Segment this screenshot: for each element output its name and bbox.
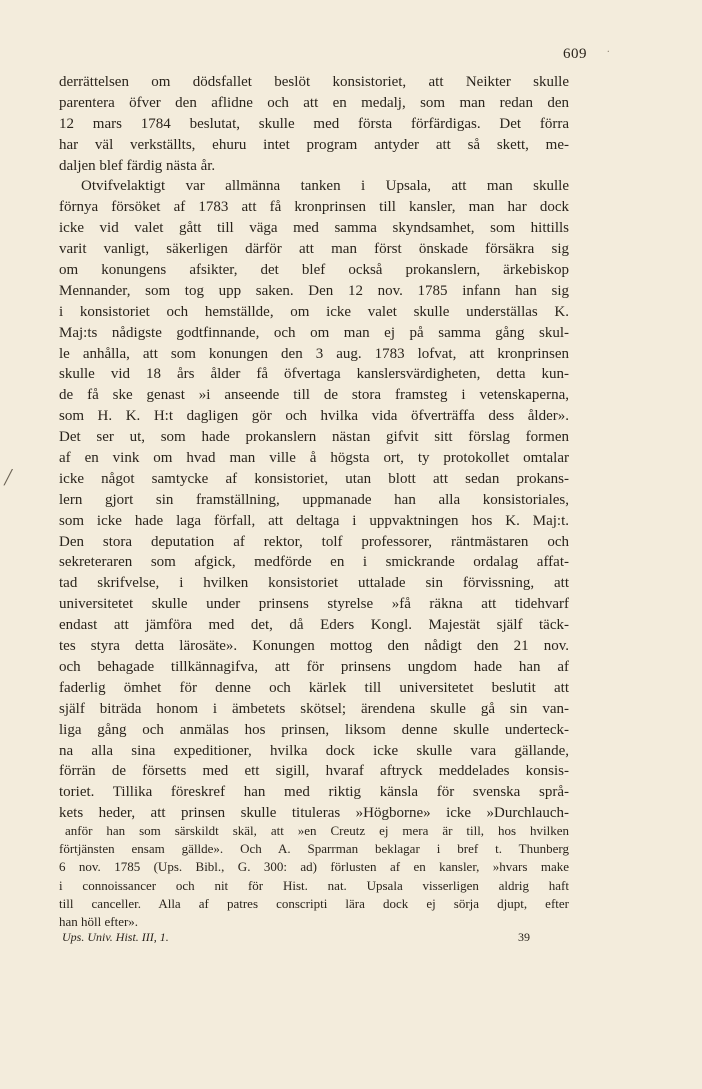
- page-number: 609: [563, 46, 587, 62]
- footnote-line: 6 nov. 1785 (Ups. Bibl., G. 300: ad) förlusten af en kansler, »hvars make: [59, 859, 569, 875]
- text-line: Otvifvelaktigt var allmänna tanken i Upsala, att man skulle: [81, 178, 569, 195]
- signature-line: [62, 930, 530, 945]
- text-line: icke något samtycke af konsistoriet, utan blott att sedan prokans-: [59, 470, 569, 487]
- text-line: parentera öfver den aflidne och att en medalj, som man redan den: [59, 94, 569, 111]
- footnote-line: i connoissancer och nit för Hist. nat. Upsala visserligen aldrig haft: [59, 877, 569, 893]
- text-line: förrän de försetts med ett sigill, hvaraf aftryck meddelades konsis-: [59, 763, 569, 780]
- text-line: om konungens afsikter, det blef också prokanslern, ärkebiskop: [59, 262, 569, 279]
- text-line: daljen blef färdig nästa år.: [59, 157, 216, 174]
- text-line: Den stora deputation af rektor, tolf professorer, räntmästaren och: [59, 533, 569, 550]
- signature-source: Ups. Univ. Hist. III, 1.: [62, 930, 169, 944]
- text-line: förnya försöket af 1783 att få kronprinsen till kansler, man har dock: [59, 199, 569, 216]
- footnote-line: han höll efter».: [59, 913, 139, 929]
- text-line: toriet. Tillika föreskref han med riktig känsla för svenska språ-: [59, 784, 569, 801]
- text-line: liga gång och anmälas hos prinsen, liksom denne skulle underteck-: [59, 721, 569, 738]
- text-line: faderlig ömhet för denne och kärlek till universitetet beslutit att: [59, 679, 569, 696]
- body-text: [59, 72, 569, 824]
- text-line: endast att jämföra med det, då Eders Kongl. Majestät själf täck-: [59, 617, 569, 634]
- text-line: själf biträda honom i ämbetets skötsel; ärendena skulle gå sin van-: [59, 700, 569, 717]
- text-line: universitetet skulle under prinsens styrelse »få räkna att tidehvarf: [59, 596, 569, 613]
- text-line: derrättelsen om dödsfallet beslöt konsistoriet, att Neikter skulle: [59, 74, 569, 90]
- text-line: 12 mars 1784 beslutat, skulle med första förfärdigas. Det förra: [59, 115, 569, 132]
- text-line: i konsistoriet och hemställde, om icke valet skulle underställas K.: [59, 303, 569, 320]
- text-line: lern gjort sin framställning, uppmanade han alla konsistoriales,: [59, 491, 569, 508]
- text-line: le anhålla, att som konungen den 3 aug. 1783 lofvat, att kronprinsen: [59, 345, 569, 362]
- text-line: na alla sina expeditioner, hvilka dock icke skulle vara gällande,: [59, 742, 569, 759]
- signature-sheet: 39: [518, 930, 530, 944]
- text-line: sekreteraren som afgick, medförde en i smickrande ordalag affat-: [59, 554, 569, 571]
- text-line: och behagade tillkännagifva, att för prinsens ungdom hade han af: [59, 658, 569, 675]
- text-line: Det ser ut, som hade prokanslern nästan gifvit sitt förslag formen: [59, 429, 569, 446]
- corner-mark: ․: [606, 44, 610, 55]
- text-line: varit vanligt, säkerligen därför att man först önskade försäkra sig: [59, 241, 569, 258]
- text-line: Maj:ts nådigste godtfinnande, och om man ej på samma gång skul-: [59, 324, 569, 341]
- margin-mark: ╱: [4, 471, 13, 486]
- text-line: tad skrifvelse, i hvilken konsistoriet uttalade sin förvissning, att: [59, 575, 569, 592]
- text-line: Mennander, som tog upp saken. Den 12 nov. 1785 infann han sig: [59, 282, 569, 299]
- text-line: har väl verkställts, ehuru intet program antyder att så skett, me-: [59, 136, 569, 153]
- text-line: de få ske genast »i anseende till de stora framsteg i vetenskaperna,: [59, 387, 569, 404]
- footnote-line: till canceller. Alla af patres conscripti lära dock ej sörja djupt, efter: [59, 895, 569, 911]
- footnote-line: anför han som särskildt skäl, att »en Creutz ej mera är till, hos hvilken: [65, 823, 569, 838]
- text-line: skulle vid 18 års ålder få öfvertaga kanslersvärdigheten, detta kun-: [59, 366, 569, 383]
- footnotes: [59, 822, 569, 931]
- text-line: af en vink om hvad man ville å högsta ort, ty protokollet omtalar: [59, 450, 569, 467]
- text-line: som H. K. H:t dagligen gör och hvilka vida öfverträffa dess ålder».: [59, 408, 569, 425]
- text-line: icke vid valet gått till väga med samma skyndsamhet, som hittills: [59, 220, 569, 237]
- text-line: kets heder, att prinsen skulle tituleras »Högborne» icke »Durchlauch-: [59, 805, 569, 822]
- text-line: tes styra detta lärosäte». Konungen mottog den nådigt den 21 nov.: [59, 638, 569, 655]
- text-line: som icke hade laga förfall, att deltaga i uppvaktningen hos K. Maj:t.: [59, 512, 569, 529]
- footnote-line: förtjänsten ensam gällde». Och A. Sparrman beklagar i bref t. Thunberg: [59, 841, 569, 857]
